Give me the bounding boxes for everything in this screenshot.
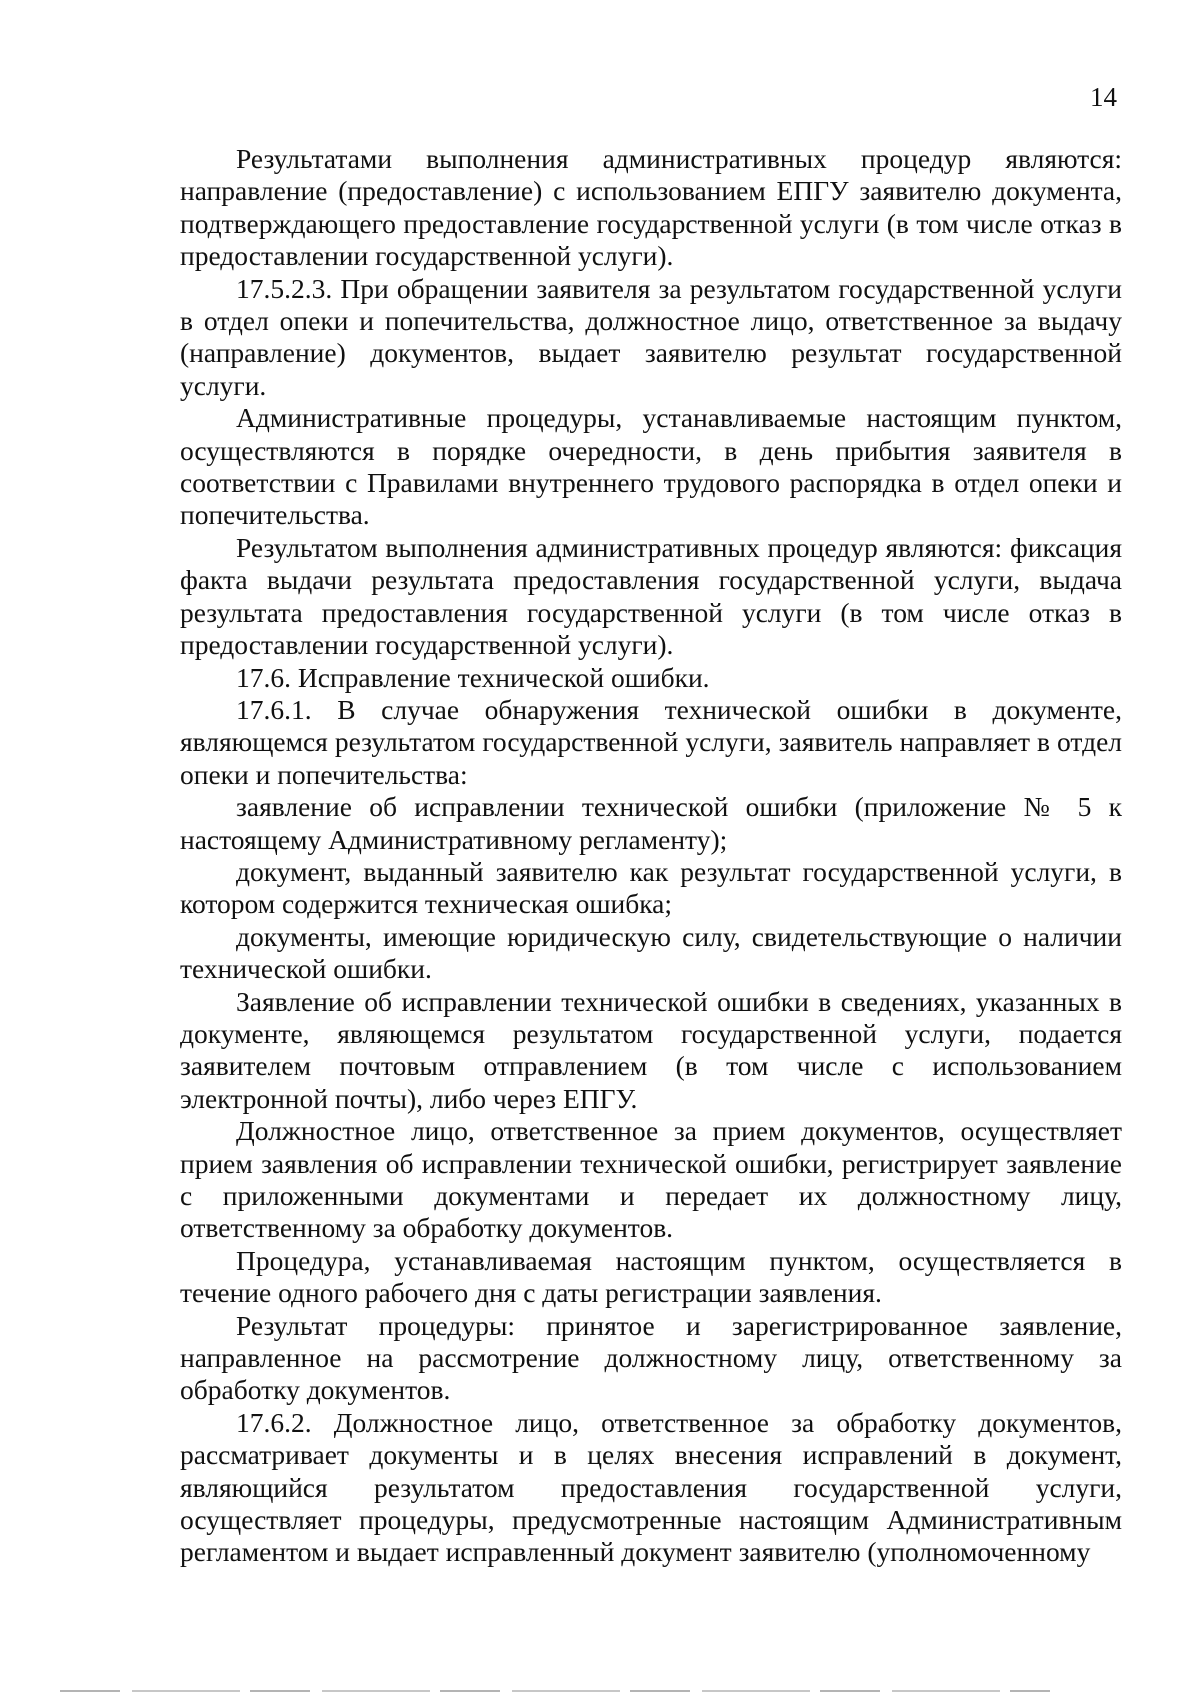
paragraph: Должностное лицо, ответственное за прием документов, осуществляет прием заявления об исправлении технической ошибки, регистрирует заявление с приложенными документами и передает их должностному лицу, ответственному за обработку документов. — [180, 1115, 1122, 1244]
scan-edge-line — [60, 1690, 1050, 1692]
paragraph: Административные процедуры, устанавливаемые настоящим пунктом, осуществляются в порядке очередности, в день прибытия заявителя в соответствии с Правилами внутреннего трудового распорядка в отдел опеки и попечительства. — [180, 402, 1122, 531]
paragraph: Результатами выполнения административных процедур являются: направление (предоставление) с использованием ЕПГУ заявителю документа, подтверждающего предоставление государственной услуги (в том числе отказ в предоставлении государственной услуги). — [180, 143, 1122, 272]
paragraph: Процедура, устанавливаемая настоящим пунктом, осуществляется в течение одного рабочего дня с даты регистрации заявления. — [180, 1244, 1122, 1309]
paragraph: 17.6.2. Должностное лицо, ответственное за обработку документов, рассматривает документы и в целях внесения исправлений в документ, являющийся результатом предоставления государственной услуги, осуществляет процедуры, предусмотренные настоящим Административным регламентом и выдает исправленный документ заявителю (уполномоченному — [180, 1406, 1122, 1568]
paragraph: Результатом выполнения административных процедур являются: фиксация факта выдачи результата предоставления государственной услуги, выдача результата предоставления государственной услуги (в том числе отказ в предоставлении государственной услуги). — [180, 531, 1122, 661]
list-item: документы, имеющие юридическую силу, свидетельствующие о наличии технической ошибки. — [180, 920, 1122, 985]
list-item: заявление об исправлении технической ошибки (приложение № 5 к настоящему Административному регламенту); — [180, 791, 1122, 855]
paragraph: 17.6.1. В случае обнаружения технической ошибки в документе, являющемся результатом государственной услуги, заявитель направляет в отдел опеки и попечительства: — [180, 693, 1122, 790]
page-number: 14 — [1090, 82, 1117, 112]
list-item: документ, выданный заявителю как результат государственной услуги, в котором содержится техническая ошибка; — [180, 855, 1122, 920]
paragraph: Заявление об исправлении технической ошибки в сведениях, указанных в документе, являющемся результатом государственной услуги, подается заявителем почтовым отправлением (в том числе с использованием электронной почты), либо через ЕПГУ. — [180, 985, 1122, 1114]
document-body — [180, 143, 1122, 1569]
paragraph: 17.5.2.3. При обращении заявителя за результатом государственной услуги в отдел опеки и попечительства, должностное лицо, ответственное за выдачу (направление) документов, выдает заявителю результат государственной услуги. — [180, 272, 1122, 401]
paragraph: Результат процедуры: принятое и зарегистрированное заявление, направленное на рассмотрение должностному лицу, ответственному за обработку документов. — [180, 1309, 1122, 1406]
section-heading: 17.6. Исправление технической ошибки. — [236, 661, 710, 693]
